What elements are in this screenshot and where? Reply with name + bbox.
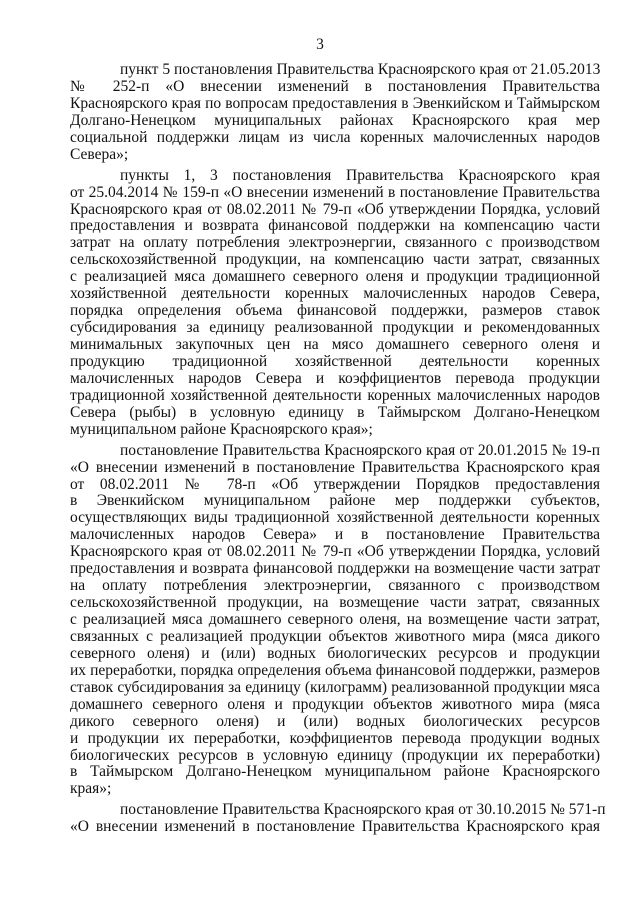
text-line: «О внесении изменений в постановление Правительства Красноярского края	[70, 458, 600, 476]
text-line: Красноярского края по вопросам предоставления в Эвенкийском и Таймырском	[70, 94, 600, 112]
text-line: продукцию традиционной хозяйственной деятельности коренных	[70, 352, 600, 370]
text-line: пункты 1, 3 постановления Правительства Красноярского края	[120, 166, 600, 184]
text-line: хозяйственной деятельности коренных малочисленных народов Севера,	[70, 285, 600, 303]
text-line: северного оленя) и (или) водных биологических ресурсов и продукции	[70, 644, 600, 662]
text-line: порядка определения объема финансовой поддержки, размеров ставок	[70, 302, 600, 320]
text-line: Севера (рыбы) в условную единицу в Таймырском Долгано-Ненецком	[70, 403, 600, 421]
text-line: малочисленных народов Севера и коэффициентов перевода продукции	[70, 369, 600, 387]
text-line: в Эвенкийском муниципальном районе мер поддержки субъектов,	[70, 492, 600, 510]
paragraph	[70, 62, 600, 164]
text-line: с реализацией мяса домашнего северного оленя, на возмещение части затрат,	[70, 611, 600, 628]
text-line: края»;	[70, 780, 112, 798]
text-line: Севера»;	[70, 145, 129, 163]
text-line: предоставления и возврата финансовой поддержки на компенсацию части	[70, 217, 600, 235]
text-line: в Таймырском Долгано-Ненецком муниципальном районе Красноярского	[70, 763, 600, 781]
paragraph	[70, 168, 600, 439]
text-line: «О внесении изменений в постановление Правительства Красноярского края	[70, 818, 600, 836]
text-line: ставок субсидирования за единицу (килограмм) реализованной продукции мяса	[70, 678, 600, 696]
text-line: от 08.02.2011 № 78-п «Об утверждении Порядков предоставления	[70, 475, 600, 493]
text-line: сельскохозяйственной продукции, на возмещение части затрат, связанных	[70, 594, 600, 612]
text-line: их переработки, порядка определения объема финансовой поддержки, размеров	[70, 661, 600, 679]
text-line: субсидирования за единицу реализованной продукции и рекомендованных	[70, 319, 600, 337]
text-line: пункт 5 постановления Правительства Красноярского края от 21.05.2013	[120, 61, 601, 78]
text-line: с реализацией мяса домашнего северного оленя и продукции традиционной	[70, 268, 600, 286]
document-body	[70, 61, 606, 836]
text-line: осуществляющих виды традиционной хозяйственной деятельности коренных	[70, 509, 600, 527]
text-line: минимальных закупочных цен на мясо домашнего северного оленя и	[70, 336, 600, 353]
text-line: предоставления и возврата финансовой поддержки на возмещение части затрат	[70, 560, 600, 578]
text-line: муниципальном районе Красноярского края»;	[70, 420, 373, 438]
text-line: социальной поддержки лицам из числа коренных малочисленных народов	[70, 128, 600, 146]
text-line: сельскохозяйственной продукции, на компенсацию части затрат, связанных	[70, 251, 600, 269]
text-line: постановление Правительства Красноярского края от 30.10.2015 № 571-п	[120, 801, 606, 819]
text-line: на оплату потребления электроэнергии, связанного с производством	[70, 577, 600, 595]
text-line: Долгано-Ненецком муниципальных районах Красноярского края мер	[70, 111, 600, 129]
text-line: Красноярского края от 08.02.2011 № 79-п «Об утверждении Порядка, условий	[70, 543, 600, 561]
text-line: связанных с реализацией продукции объектов животного мира (мяса дикого	[70, 627, 600, 645]
text-line: биологических ресурсов в условную единицу (продукции их переработки)	[70, 746, 600, 764]
text-line: домашнего северного оленя и продукции объектов животного мира (мяса	[70, 695, 600, 713]
text-line: малочисленных народов Севера» и в постановление Правительства	[70, 526, 600, 544]
text-line: затрат на оплату потребления электроэнергии, связанного с производством	[70, 234, 600, 252]
text-line: и продукции их переработки, коэффициентов перевода продукции водных	[70, 729, 600, 747]
paragraph	[70, 801, 606, 836]
page-number: 3	[316, 36, 324, 53]
text-line: дикого северного оленя) и (или) водных биологических ресурсов	[70, 712, 600, 730]
text-line: традиционной хозяйственной деятельности коренных малочисленных народов	[70, 386, 600, 404]
text-line: от 25.04.2014 № 159-п «О внесении изменений в постановление Правительства	[70, 183, 600, 201]
text-line: постановление Правительства Красноярского края от 20.01.2015 № 19-п	[120, 441, 600, 459]
text-line: Красноярского края от 08.02.2011 № 79-п «Об утверждении Порядка, условий	[70, 200, 600, 218]
text-line: № 252-п «О внесении изменений в постановления Правительства	[70, 77, 600, 95]
paragraph	[70, 443, 600, 799]
